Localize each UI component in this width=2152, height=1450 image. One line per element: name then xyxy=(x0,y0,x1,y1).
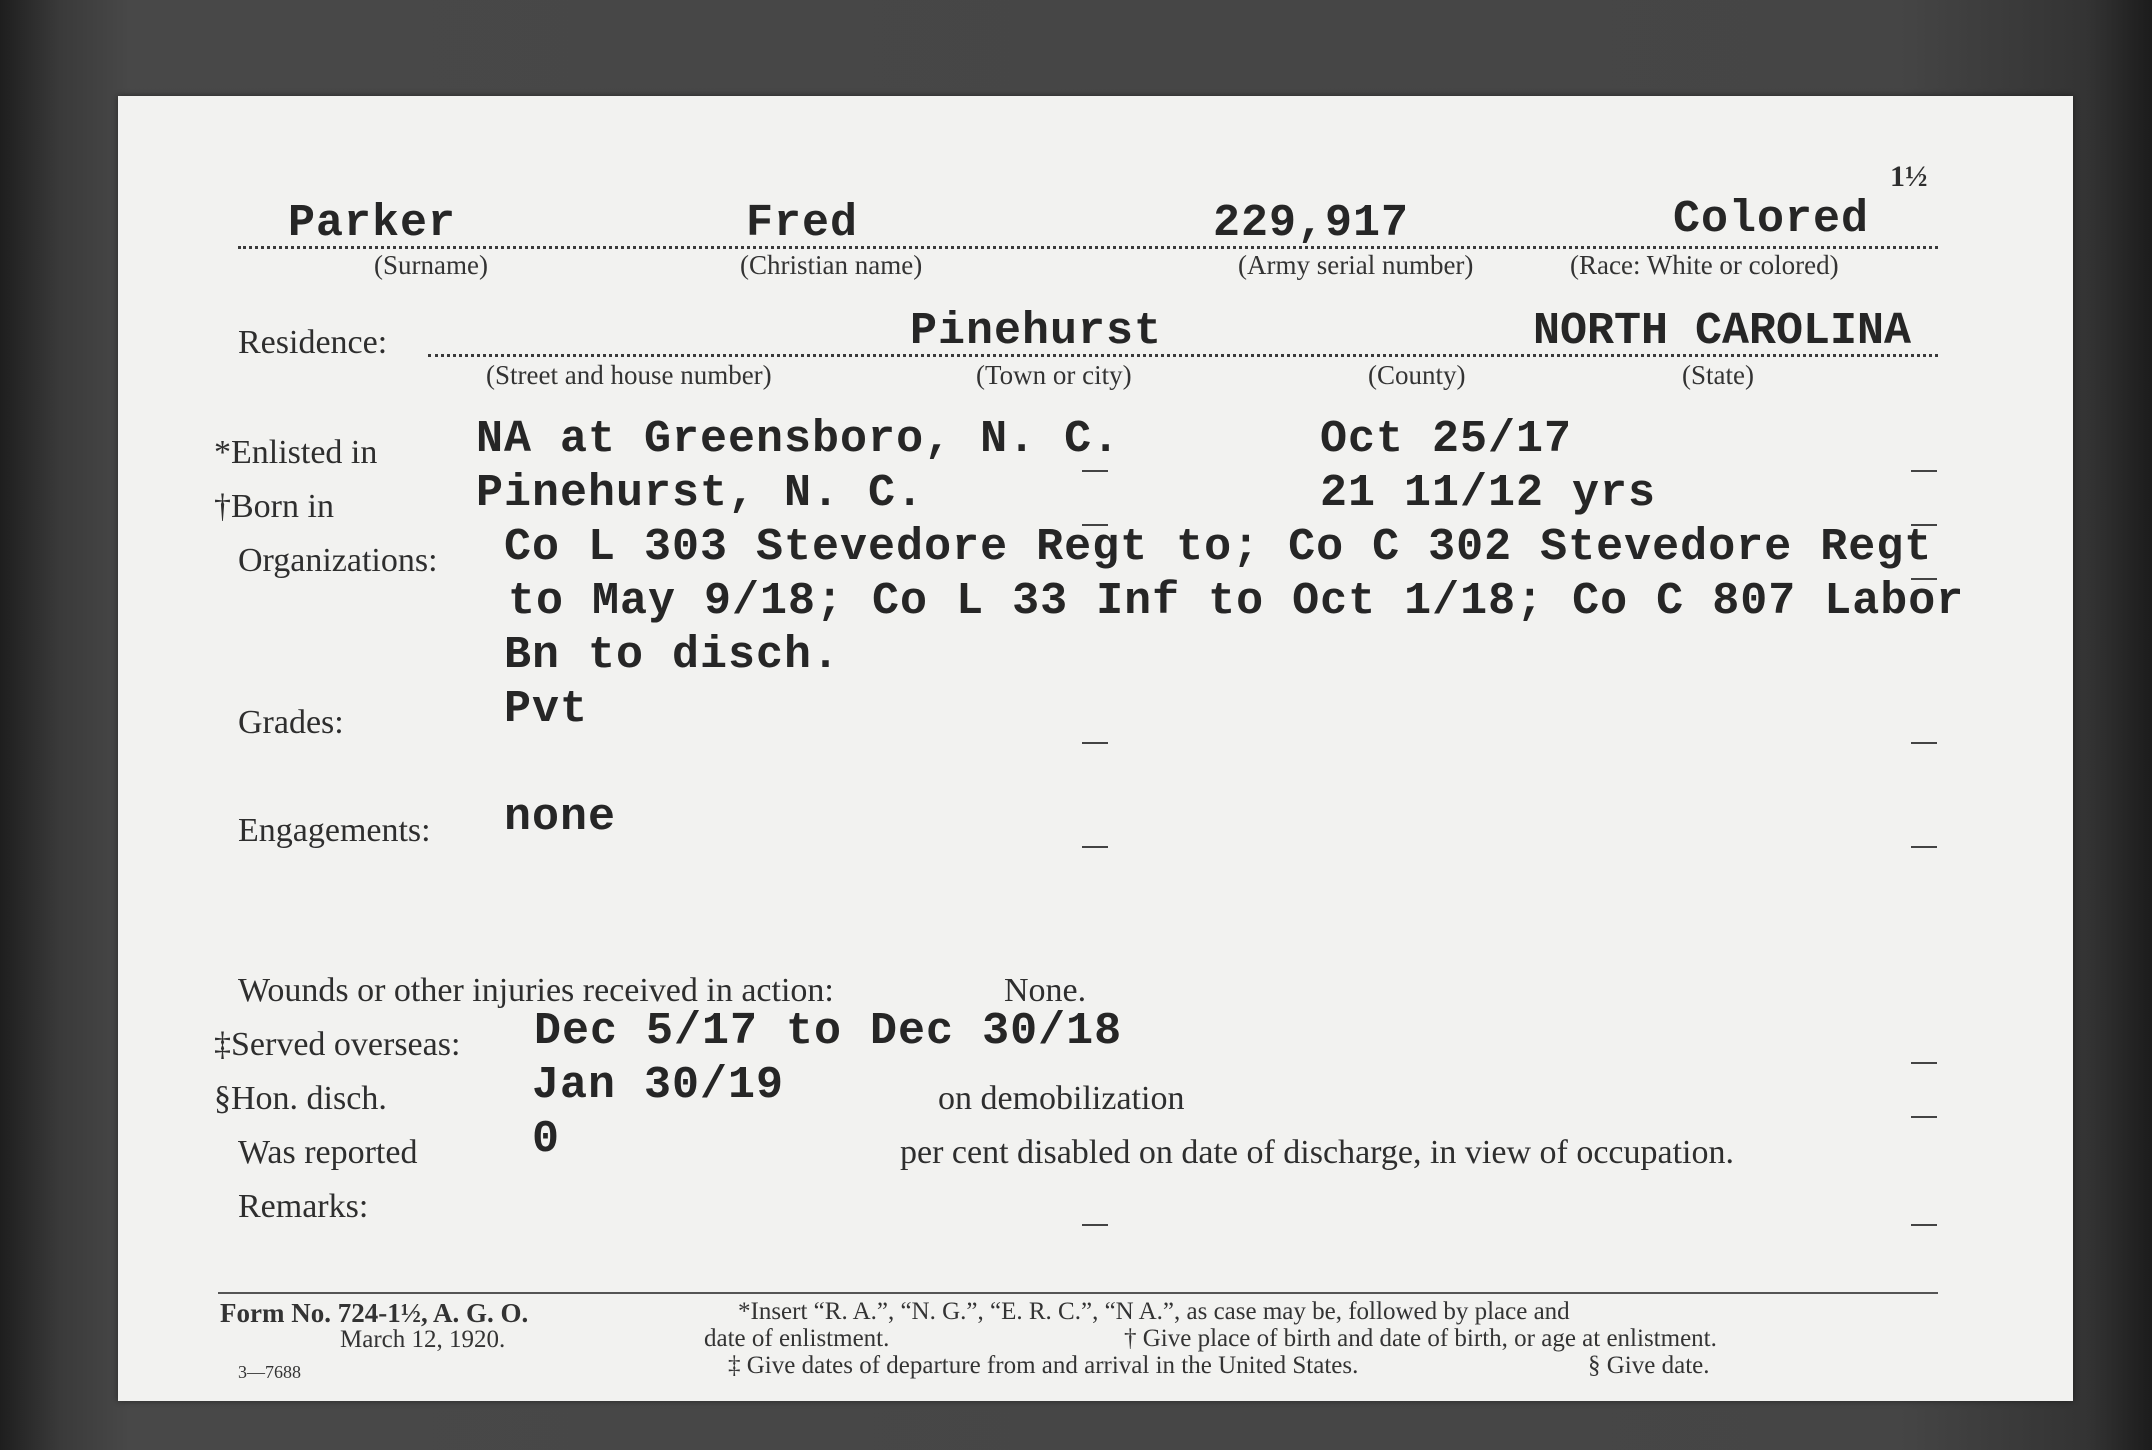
enlisted-date-value: Oct 25/17 xyxy=(1320,414,1573,465)
born-place-value: Pinehurst, N. C. xyxy=(476,468,925,519)
reported-text: per cent disabled on date of discharge, in view of occupation. xyxy=(900,1134,1734,1171)
discharge-date-value: Jan 30/19 xyxy=(532,1060,785,1111)
form-date: March 12, 1920. xyxy=(340,1326,506,1353)
state-sublabel: (State) xyxy=(1682,360,1754,390)
surname-label: (Surname) xyxy=(374,250,488,280)
organizations-line-1: Co L 303 Stevedore Regt to; Co C 302 Stevedore Regt xyxy=(504,522,1933,573)
footnote-overseas: ‡ Give dates of departure from and arrival in the United States. xyxy=(728,1352,1359,1379)
residence-town-value: Pinehurst xyxy=(910,306,1163,357)
christian-name-value: Fred xyxy=(746,198,859,249)
organizations-line-2: to May 9/18; Co L 33 Inf to Oct 1/18; Co C 807 Labor xyxy=(508,576,1965,627)
overseas-label: ‡Served overseas: xyxy=(214,1026,461,1063)
engagements-label: Engagements: xyxy=(238,812,431,849)
residence-label: Residence: xyxy=(238,324,388,361)
reported-label: Was reported xyxy=(238,1134,418,1171)
wounds-label: Wounds or other injuries received in action: xyxy=(238,972,834,1009)
remarks-label: Remarks: xyxy=(238,1188,369,1225)
county-sublabel: (County) xyxy=(1368,360,1466,390)
wounds-value: None. xyxy=(1004,972,1087,1009)
surname-value: Parker xyxy=(288,198,457,249)
discharge-reason: on demobilization xyxy=(938,1080,1185,1117)
organizations-label: Organizations: xyxy=(238,542,438,579)
header-dotted-line xyxy=(238,246,1938,249)
footnote-insert: *Insert “R. A.”, “N. G.”, “E. R. C.”, “N A.”, as case may be, followed by place and xyxy=(738,1298,1570,1325)
footnote-birth: † Give place of birth and date of birth, or age at enlistment. xyxy=(1124,1325,1717,1352)
print-code: 3—7688 xyxy=(238,1362,301,1382)
grades-value: Pvt xyxy=(504,684,589,735)
overseas-value: Dec 5/17 to Dec 30/18 xyxy=(534,1006,1123,1057)
discharge-label: §Hon. disch. xyxy=(214,1080,387,1117)
form-number: Form No. 724-1½, A. G. O. xyxy=(220,1298,529,1328)
christian-name-label: (Christian name) xyxy=(740,250,923,280)
street-sublabel: (Street and house number) xyxy=(486,360,772,390)
footer-rule xyxy=(218,1292,1938,1294)
race-value: Colored xyxy=(1673,194,1870,245)
born-age-value: 21 11/12 yrs xyxy=(1320,468,1657,519)
enlisted-place-value: NA at Greensboro, N. C. xyxy=(476,414,1121,465)
born-label: †Born in xyxy=(214,488,334,525)
reported-value: 0 xyxy=(532,1114,561,1165)
corner-mark: 1½ xyxy=(1890,160,1928,193)
residence-state-value: NORTH CAROLINA xyxy=(1533,306,1912,357)
footnote-discharge: § Give date. xyxy=(1588,1352,1710,1379)
serial-number-label: (Army serial number) xyxy=(1238,250,1474,280)
service-record-card xyxy=(118,96,2073,1401)
footnote-insert-cont: date of enlistment. xyxy=(704,1325,890,1352)
engagements-value: none xyxy=(504,792,617,843)
race-label: (Race: White or colored) xyxy=(1570,250,1839,280)
enlisted-label: *Enlisted in xyxy=(214,434,378,471)
town-sublabel: (Town or city) xyxy=(976,360,1132,390)
grades-label: Grades: xyxy=(238,704,344,741)
serial-number-value: 229,917 xyxy=(1213,198,1410,249)
organizations-line-3: Bn to disch. xyxy=(504,630,841,681)
